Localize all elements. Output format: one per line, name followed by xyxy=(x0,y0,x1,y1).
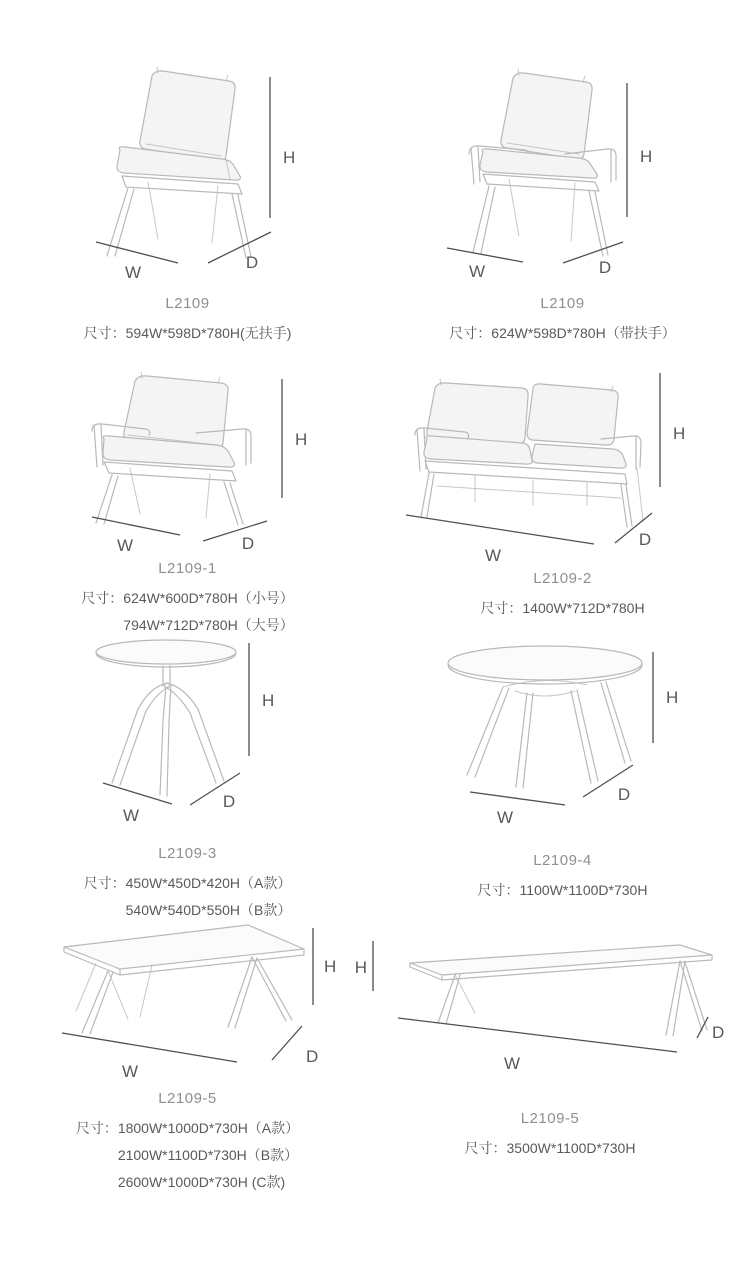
width-label: W xyxy=(122,806,140,825)
depth-label: D xyxy=(222,792,236,811)
product-card-armchair xyxy=(375,60,750,347)
width-label: W xyxy=(116,536,134,555)
dimension-spec xyxy=(375,877,750,904)
model-number: L2109-1 xyxy=(158,560,217,577)
model-number: L2109 xyxy=(540,295,585,312)
dimension-text: 尺寸：1800W*1000D*730H（A款） xyxy=(75,1120,300,1136)
dimension-text: 540W*540D*550H（B款） xyxy=(125,902,292,918)
furniture-sketch-lounge-chair xyxy=(0,355,375,555)
product-card-lounge-chair xyxy=(0,355,375,639)
model-number: L2109-2 xyxy=(533,570,592,587)
dimension-spec xyxy=(375,595,750,622)
furniture-sketch-sofa xyxy=(375,355,750,565)
product-card-small-round-table xyxy=(0,625,375,924)
width-label: W xyxy=(468,262,486,281)
height-label: H xyxy=(262,691,275,710)
depth-label: D xyxy=(245,253,259,272)
dimension-spec xyxy=(0,320,375,347)
furniture-sketch-rect-table xyxy=(0,905,375,1085)
product-card-sofa xyxy=(375,355,750,622)
width-label: W xyxy=(484,546,502,565)
height-label: H xyxy=(283,148,296,167)
model-number: L2109 xyxy=(165,295,210,312)
dimension-text: 尺寸：1100W*1100D*730H xyxy=(477,882,648,898)
model-number: L2109-5 xyxy=(520,1110,580,1127)
width-label: W xyxy=(124,263,142,282)
product-card-round-table xyxy=(375,625,750,904)
depth-label: D xyxy=(638,530,652,549)
dimension-spec xyxy=(0,1115,375,1196)
height-label: H xyxy=(295,430,308,449)
product-card-long-table xyxy=(350,905,750,1162)
product-card-side-chair xyxy=(0,60,375,347)
furniture-sketch-armchair xyxy=(375,60,750,290)
depth-label: D xyxy=(712,1023,725,1042)
dimension-text: 尺寸：624W*600D*780H（小号） xyxy=(81,590,294,606)
furniture-sketch-long-table xyxy=(350,905,750,1105)
depth-label: D xyxy=(598,258,612,277)
height-label: H xyxy=(673,424,686,443)
product-card-rect-table xyxy=(0,905,375,1196)
width-label: W xyxy=(503,1054,521,1073)
width-label: W xyxy=(496,808,514,827)
furniture-sketch-side-chair xyxy=(0,60,375,290)
model-number: L2109-5 xyxy=(158,1090,217,1107)
dimension-text: 尺寸：450W*450D*420H（A款） xyxy=(83,875,292,891)
dimension-text: 尺寸：594W*598D*780H(无扶手) xyxy=(83,325,292,341)
height-label: H xyxy=(324,957,337,976)
dimension-text: 2100W*1100D*730H（B款） xyxy=(117,1147,299,1163)
model-number: L2109-3 xyxy=(158,845,217,862)
dimension-text: 2600W*1000D*730H (C款) xyxy=(117,1174,286,1190)
furniture-sketch-small-round-table xyxy=(0,625,375,840)
dimension-text: 尺寸：3500W*1100D*730H xyxy=(464,1140,636,1156)
depth-label: D xyxy=(241,534,255,553)
dimension-spec xyxy=(350,1135,750,1162)
dimension-text: 尺寸：624W*598D*780H（带扶手） xyxy=(449,325,676,341)
depth-label: D xyxy=(617,785,631,804)
furniture-sketch-round-table xyxy=(375,625,750,847)
dimension-text: 尺寸：1400W*712D*780H xyxy=(480,600,645,616)
depth-label: D xyxy=(306,1047,319,1066)
dimension-spec xyxy=(375,320,750,347)
model-number: L2109-4 xyxy=(533,852,592,869)
height-label: H xyxy=(640,147,653,166)
height-label: H xyxy=(666,688,679,707)
width-label: W xyxy=(121,1062,139,1081)
height-label: H xyxy=(354,958,367,977)
dimension-text: 794W*712D*780H（大号） xyxy=(123,617,294,633)
